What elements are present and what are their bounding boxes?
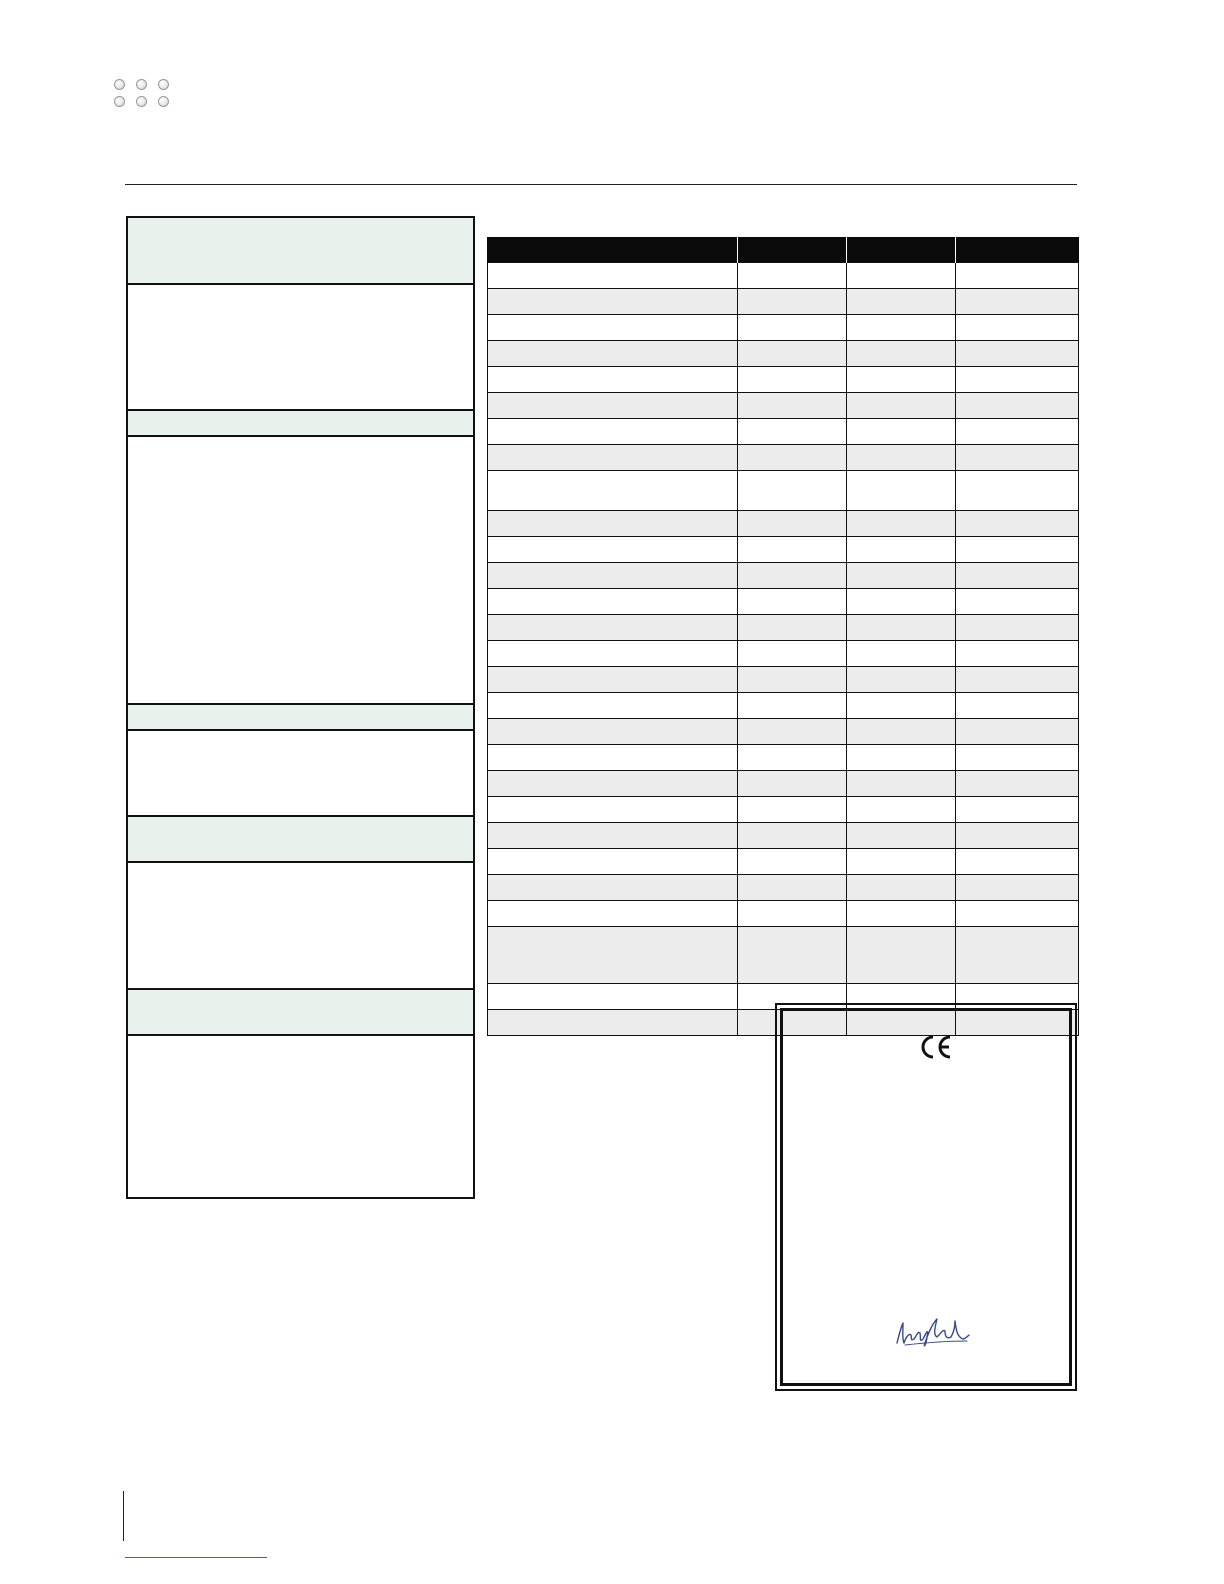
table-cell: [738, 901, 847, 927]
table-row: [488, 367, 1079, 393]
table-cell: [847, 927, 956, 984]
table-cell: [847, 393, 956, 419]
table-cell: [738, 445, 847, 471]
table-row: [488, 445, 1079, 471]
table-row: [488, 719, 1079, 745]
table-row: [488, 667, 1079, 693]
table-cell: [488, 289, 738, 315]
table-cell: [847, 693, 956, 719]
table-row: [488, 315, 1079, 341]
table-cell: [847, 445, 956, 471]
table-cell: [488, 927, 738, 984]
table-row: [488, 927, 1079, 984]
table-cell: [956, 419, 1079, 445]
logo-dots-icon: [114, 79, 176, 111]
table-cell: [738, 315, 847, 341]
table-row: [488, 471, 1079, 511]
section-2-header: [128, 411, 473, 437]
table-cell: [956, 563, 1079, 589]
table-cell: [488, 745, 738, 771]
table-cell: [488, 719, 738, 745]
table-cell: [738, 341, 847, 367]
table-cell: [738, 289, 847, 315]
table-row: [488, 693, 1079, 719]
spec-table-header-cell: [847, 237, 956, 263]
table-cell: [738, 875, 847, 901]
footer-vertical-rule: [123, 1491, 124, 1541]
table-cell: [847, 875, 956, 901]
table-cell: [488, 823, 738, 849]
table-cell: [738, 719, 847, 745]
table-cell: [738, 419, 847, 445]
declaration-inner-frame: [780, 1008, 1072, 1386]
table-cell: [738, 693, 847, 719]
table-cell: [488, 615, 738, 641]
table-row: [488, 901, 1079, 927]
table-cell: [956, 589, 1079, 615]
table-cell: [738, 471, 847, 511]
table-cell: [488, 849, 738, 875]
table-cell: [488, 393, 738, 419]
table-cell: [956, 771, 1079, 797]
spec-table-header-cell: [488, 237, 738, 263]
table-cell: [956, 823, 1079, 849]
table-row: [488, 875, 1079, 901]
table-cell: [738, 263, 847, 289]
table-cell: [956, 511, 1079, 537]
table-row: [488, 289, 1079, 315]
table-cell: [847, 589, 956, 615]
table-cell: [738, 641, 847, 667]
table-cell: [956, 641, 1079, 667]
table-cell: [847, 901, 956, 927]
table-cell: [488, 984, 738, 1010]
spec-table-header-row: [488, 237, 1079, 263]
table-row: [488, 511, 1079, 537]
table-cell: [847, 797, 956, 823]
footer-link-underline[interactable]: [125, 1557, 267, 1558]
table-cell: [956, 901, 1079, 927]
section-5-header: [128, 990, 473, 1036]
spec-table-header-cell: [738, 237, 847, 263]
table-cell: [488, 589, 738, 615]
table-cell: [738, 927, 847, 984]
table-cell: [847, 745, 956, 771]
table-cell: [847, 641, 956, 667]
table-cell: [956, 719, 1079, 745]
table-cell: [956, 849, 1079, 875]
declaration-box: [775, 1003, 1077, 1391]
table-cell: [847, 341, 956, 367]
table-row: [488, 849, 1079, 875]
table-cell: [488, 875, 738, 901]
table-cell: [488, 471, 738, 511]
table-cell: [847, 511, 956, 537]
table-cell: [488, 367, 738, 393]
table-cell: [738, 393, 847, 419]
table-cell: [847, 289, 956, 315]
table-cell: [956, 667, 1079, 693]
ce-mark-icon: [919, 1033, 953, 1061]
table-cell: [488, 797, 738, 823]
table-cell: [488, 341, 738, 367]
table-cell: [488, 641, 738, 667]
table-cell: [738, 563, 847, 589]
table-cell: [738, 849, 847, 875]
signature-icon: [893, 1313, 973, 1351]
spec-table-header-cell: [956, 237, 1079, 263]
table-cell: [847, 537, 956, 563]
table-cell: [488, 511, 738, 537]
table-cell: [847, 563, 956, 589]
table-cell: [738, 537, 847, 563]
section-4-body: [128, 863, 473, 990]
table-cell: [956, 263, 1079, 289]
table-cell: [847, 823, 956, 849]
table-cell: [488, 419, 738, 445]
table-cell: [738, 511, 847, 537]
section-1-body: [128, 285, 473, 411]
table-cell: [738, 797, 847, 823]
left-info-panel: [126, 216, 475, 1199]
table-cell: [956, 927, 1079, 984]
table-cell: [847, 849, 956, 875]
table-cell: [488, 1010, 738, 1036]
table-cell: [847, 471, 956, 511]
table-row: [488, 341, 1079, 367]
table-cell: [956, 315, 1079, 341]
table-cell: [738, 667, 847, 693]
table-row: [488, 263, 1079, 289]
section-4-header: [128, 817, 473, 863]
section-3-header: [128, 705, 473, 731]
table-cell: [738, 823, 847, 849]
section-5-body: [128, 1036, 473, 1197]
table-row: [488, 537, 1079, 563]
table-row: [488, 797, 1079, 823]
table-cell: [956, 745, 1079, 771]
table-cell: [956, 537, 1079, 563]
table-cell: [956, 367, 1079, 393]
table-cell: [738, 367, 847, 393]
table-cell: [956, 341, 1079, 367]
table-cell: [738, 771, 847, 797]
table-cell: [847, 719, 956, 745]
table-row: [488, 589, 1079, 615]
table-cell: [847, 367, 956, 393]
table-cell: [956, 693, 1079, 719]
table-row: [488, 615, 1079, 641]
header-divider: [125, 184, 1077, 185]
table-row: [488, 823, 1079, 849]
table-cell: [738, 745, 847, 771]
table-cell: [488, 771, 738, 797]
table-row: [488, 745, 1079, 771]
table-cell: [488, 563, 738, 589]
table-cell: [847, 263, 956, 289]
table-row: [488, 771, 1079, 797]
table-cell: [488, 667, 738, 693]
table-cell: [488, 263, 738, 289]
table-row: [488, 419, 1079, 445]
table-cell: [847, 315, 956, 341]
table-cell: [488, 901, 738, 927]
table-cell: [738, 589, 847, 615]
table-row: [488, 393, 1079, 419]
table-row: [488, 641, 1079, 667]
section-1-header: [128, 218, 473, 285]
table-cell: [956, 875, 1079, 901]
spec-table: [487, 237, 1079, 1036]
table-cell: [956, 797, 1079, 823]
table-cell: [956, 471, 1079, 511]
table-row: [488, 563, 1079, 589]
table-cell: [847, 419, 956, 445]
table-cell: [956, 289, 1079, 315]
table-cell: [488, 315, 738, 341]
table-cell: [847, 667, 956, 693]
table-cell: [847, 615, 956, 641]
table-cell: [488, 537, 738, 563]
table-cell: [738, 615, 847, 641]
table-cell: [956, 445, 1079, 471]
table-cell: [488, 693, 738, 719]
table-cell: [847, 771, 956, 797]
section-2-body: [128, 437, 473, 705]
section-3-body: [128, 731, 473, 817]
table-cell: [956, 393, 1079, 419]
table-cell: [956, 615, 1079, 641]
table-cell: [488, 445, 738, 471]
